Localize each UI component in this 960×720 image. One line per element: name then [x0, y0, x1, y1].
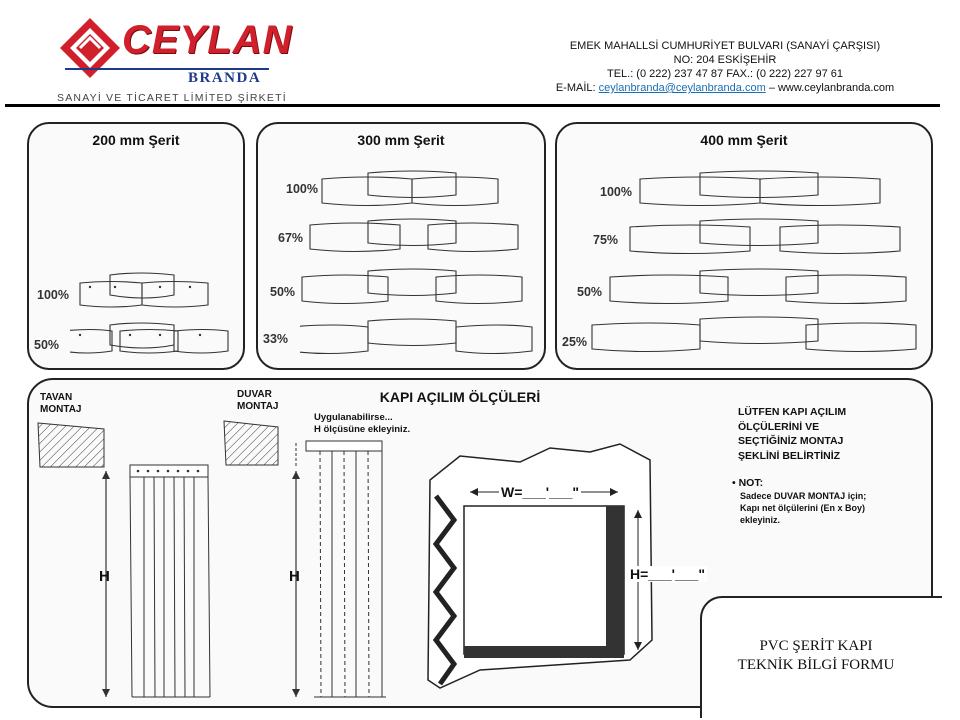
address-line-1: EMEK MAHALLSİ CUMHURİYET BULVARI (SANAYİ ÇARŞISI) — [569, 40, 881, 52]
note-text: Sadece DUVAR MONTAJ için; Kapı net ölçülerini (En x Boy) ekleyiniz. — [740, 491, 867, 525]
email-link[interactable]: ceylanbranda@ceylanbranda.com — [598, 82, 766, 94]
form-title-line-1: PVC ŞERİT KAPI — [759, 638, 873, 654]
instruction-text: LÜTFEN KAPI AÇILIM ÖLÇÜLERİNİ VE SEÇTİĞİNİZ MONTAJ ŞEKLİNİ BELİRTİNİZ — [738, 406, 847, 462]
wall-mount-label: DUVAR MONTAJ — [237, 389, 279, 412]
door-panel-title: KAPI AÇILIM ÖLÇÜLERİ — [379, 389, 541, 405]
panel-300mm-strips — [300, 165, 540, 365]
panel-400mm-strips — [590, 165, 925, 365]
panel-400mm-pct-50: 50% — [577, 285, 603, 299]
email-label: E-MAİL: — [555, 82, 596, 94]
ceiling-height-label: H — [99, 568, 110, 585]
height-field[interactable]: H=___'___" — [630, 566, 705, 582]
width-field[interactable]: W=___'___" — [501, 484, 580, 500]
panel-200mm-pct-100: 100% — [37, 288, 69, 302]
wall-mount-hint: Uygulanabilirse... H ölçüsüne ekleyiniz. — [314, 412, 411, 435]
panel-300mm-pct-33: 33% — [263, 332, 289, 346]
panel-400mm-title: 400 mm Şerit — [700, 132, 788, 148]
panel-300mm-pct-100: 100% — [286, 182, 318, 196]
panel-300mm-pct-50: 50% — [270, 285, 296, 299]
panel-200mm-title: 200 mm Şerit — [92, 132, 180, 148]
email-line — [520, 82, 930, 96]
panel-400mm-pct-75: 75% — [593, 233, 619, 247]
panel-400mm-pct-25: 25% — [562, 335, 588, 349]
wall-height-label: H — [289, 568, 300, 585]
address-line-2: NO: 204 ESKİŞEHİR — [673, 54, 777, 66]
ceiling-mount-label: TAVAN MONTAJ — [40, 392, 82, 415]
panel-200mm-strips — [70, 265, 240, 365]
brand-tagline: SANAYİ VE TİCARET LİMİTED ŞİRKETİ — [57, 92, 287, 104]
header-rule — [5, 104, 940, 107]
panel-300mm-title: 300 mm Şerit — [357, 132, 445, 148]
form-title-line-2: TEKNİK BİLGİ FORMU — [737, 657, 895, 673]
note-title: • NOT: — [732, 477, 764, 489]
website-text: – www.ceylanbranda.com — [768, 82, 895, 94]
brand-name: CEYLAN — [122, 18, 293, 62]
panel-400mm-pct-100: 100% — [600, 185, 632, 199]
ceiling-mount-drawing — [34, 415, 224, 705]
panel-200mm-pct-50: 50% — [34, 338, 60, 352]
brand-subtitle: BRANDA — [188, 70, 262, 86]
logo-mark-icon — [58, 16, 122, 80]
panel-300mm-pct-67: 67% — [278, 231, 304, 245]
wall-mount-drawing — [220, 415, 420, 705]
phone-fax-line: TEL.: (0 222) 237 47 87 FAX.: (0 222) 227 97 61 — [606, 68, 844, 80]
door-opening-drawing — [420, 440, 660, 690]
